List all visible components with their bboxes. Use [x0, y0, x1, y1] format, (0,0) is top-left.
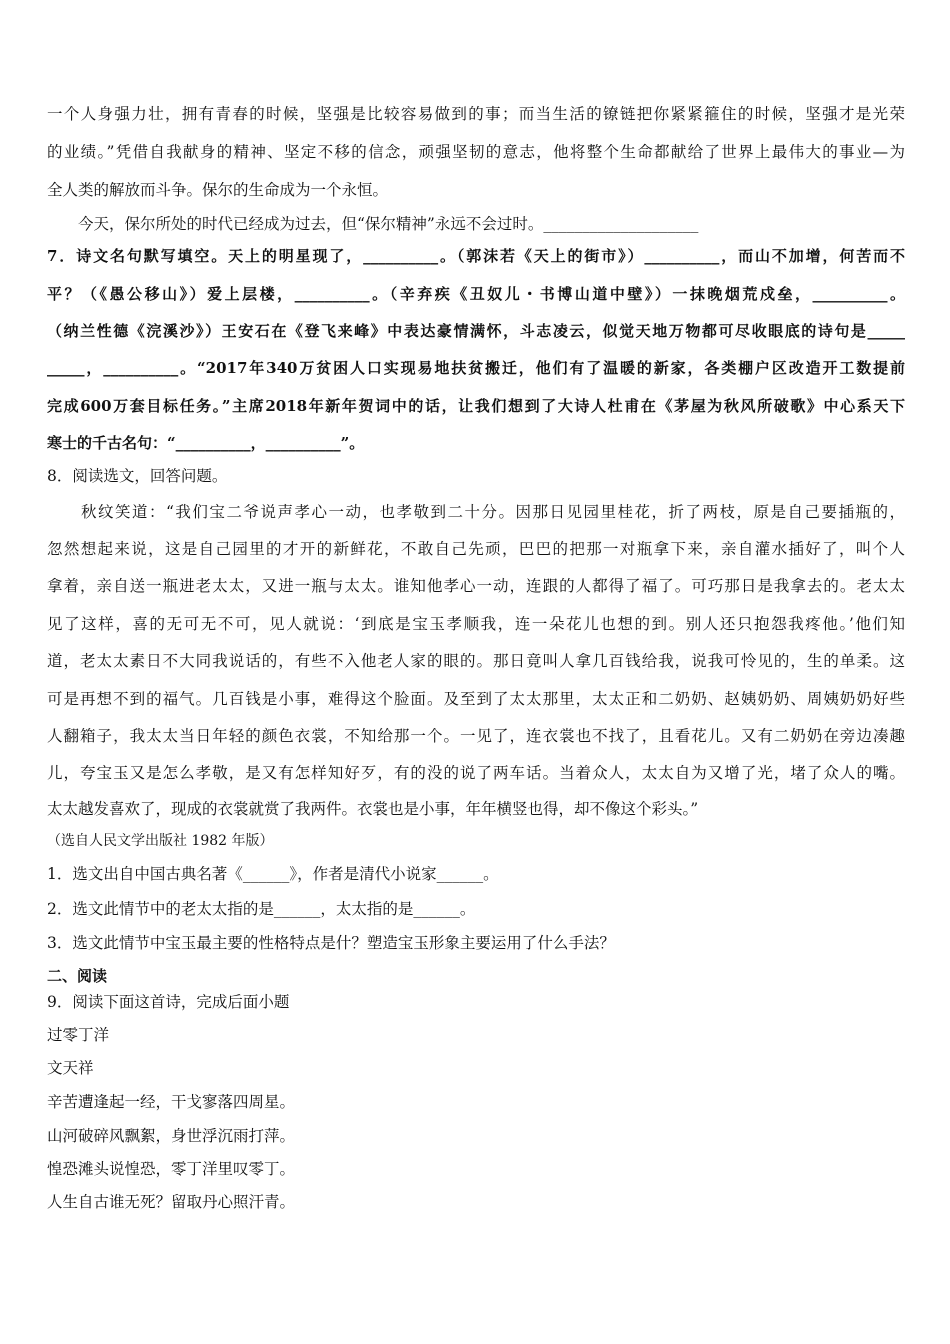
text-line-3: 全人类的解放而斗争。保尔的生命成为一个永恒。	[47, 181, 389, 199]
poem-author: 文天祥	[47, 1059, 94, 1077]
question-7-line-3: （纳兰性德《浣溪沙》）王安石在《登飞来峰》中表达豪情满怀，斗志凌云，似觉天地万物都可尽收眼底的诗句是_____	[47, 322, 905, 340]
passage-line-9: 太太越发喜欢了，现成的衣裳就赏了我两件。衣裳也是小事，年年横竖也得，却不像这个彩头。”	[47, 800, 699, 818]
passage-line-8: 儿，夸宝玉又是怎么孝敬，是又有怎样知好歹，有的没的说了两车话。当着众人，太太自为又增了光，堵了众人的嘴。	[47, 764, 905, 782]
passage-line-4: 见了这样，喜的无可无不可，见人就说：‘到底是宝玉孝顺我，连一朵花儿也想的到。别人还只抱怨我疼他。’他们知	[47, 615, 905, 633]
passage-line-3: 拿着，亲自送一瓶进老太太，又进一瓶与太太。谁知他孝心一动，连跟的人都得了福了。可巧那日是我拿去的。老太太	[47, 577, 905, 595]
question-8-title: 8．阅读选文，回答问题。	[47, 467, 228, 485]
passage-line-5: 道，老太太素日不大同我说话的，有些不入他老人家的眼的。那日竟叫人拿几百钱给我，说我可怜见的，生的单柔。这	[47, 652, 905, 670]
poem-title: 过零丁洋	[47, 1026, 110, 1044]
text-line-2: 的业绩。”凭借自我献身的精神、坚定不移的信念，顽强坚韧的意志，他将整个生命都献给了世界上最伟大的事业—为	[47, 143, 905, 161]
poem-line-2: 山河破碎风飘絮，身世浮沉雨打萍。	[47, 1127, 296, 1145]
question-7-line-2: 平？（《愚公移山》）爱上层楼，__________。（辛弃疾《丑奴儿・书博山道中壁》）一抹晚烟荒戍垒，__________。	[47, 285, 905, 303]
sub-question-3: 3．选文此情节中宝玉最主要的性格特点是什？塑造宝玉形象主要运用了什么手法？	[47, 934, 615, 952]
source-note: （选自人民文学出版社 1982 年版）	[47, 833, 274, 849]
poem-line-3: 惶恐滩头说惶恐，零丁洋里叹零丁。	[47, 1160, 296, 1178]
question-7-line-4: _____，__________。“2017年340万贫困人口实现易地扶贫搬迁，他们有了温暖的新家，各类棚户区改造开工数提前	[47, 359, 905, 377]
passage-line-7: 人翻箱子，我太太当日年轻的颜色衣裳，不知给那一个。一见了，连衣裳也不找了，且看花儿。又有二奶奶在旁边凑趣	[47, 727, 905, 745]
poem-line-1: 辛苦遭逢起一经，干戈寥落四周星。	[47, 1093, 296, 1111]
section-heading-reading: 二、阅读	[47, 967, 108, 985]
sub-question-1: 1．选文出自中国古典名著《______》，作者是清代小说家______。	[47, 865, 499, 883]
question-7-line-5: 完成600万套目标任务。”主席2018年新年贺词中的话，让我们想到了大诗人杜甫在《茅屋为秋风所破歌》中心系天下	[47, 397, 905, 415]
passage-line-6: 可是再想不到的福气。几百钱是小事，难得这个脸面。及至到了太太那里，太太正和二奶奶、赵姨奶奶、周姨奶奶好些	[47, 690, 905, 708]
text-line-4: 今天，保尔所处的时代已经成为过去，但“保尔精神”永远不会过时。____________________	[47, 215, 699, 233]
question-9-title: 9．阅读下面这首诗，完成后面小题	[47, 993, 290, 1011]
poem-line-4: 人生自古谁无死？留取丹心照汗青。	[47, 1193, 296, 1211]
passage-line-1: 秋纹笑道：“我们宝二爷说声孝心一动，也孝敬到二十分。因那日见园里桂花，折了两枝，原是自己要插瓶的，	[47, 503, 905, 521]
question-7-line-1: 7．诗文名句默写填空。天上的明星现了，__________。（郭沫若《天上的街市》）__________，而山不加增，何苦而不	[47, 247, 905, 265]
passage-line-2: 忽然想起来说，这是自己园里的才开的新鲜花，不敢自己先顽，巴巴的把那一对瓶拿下来，亲自灌水插好了，叫个人	[47, 540, 905, 558]
text-line-1: 一个人身强力壮，拥有青春的时候，坚强是比较容易做到的事；而当生活的镣链把你紧紧箍住的时候，坚强才是光荣	[47, 105, 905, 123]
question-7-line-6: 寒士的千古名句：“__________，__________”。	[47, 434, 365, 452]
sub-question-2: 2．选文此情节中的老太太指的是______，太太指的是______。	[47, 900, 476, 918]
